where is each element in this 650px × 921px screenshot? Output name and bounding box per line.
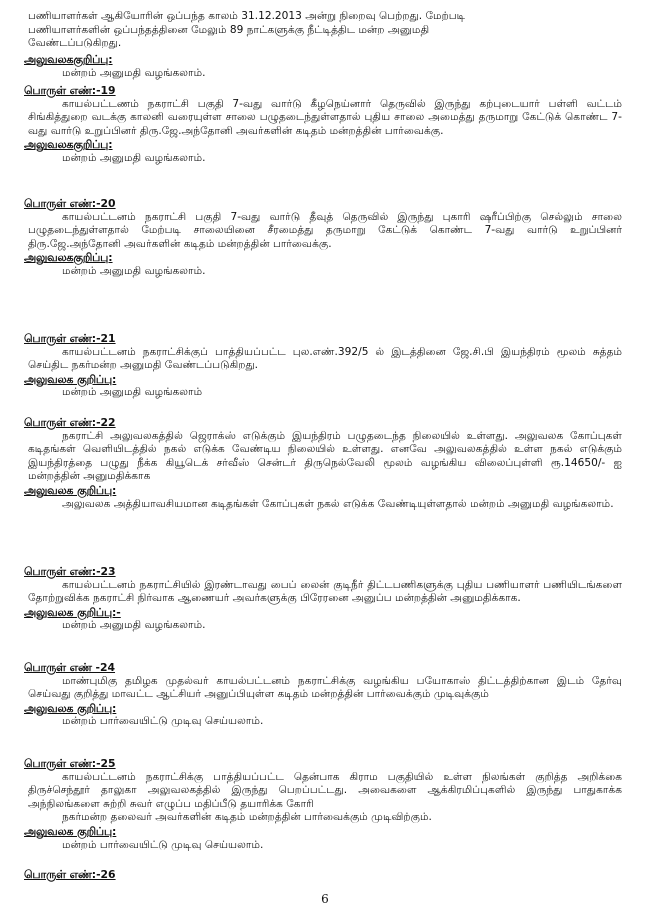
item-heading: பொருள் எண் -24 <box>24 661 116 674</box>
item-body: காயல்பட்டனம் நகராட்சிக்கு பாத்தியப்பட்ட தென்பாக கிராம பகுதியில் உள்ள நிலங்கள் குறித்த அறிக்கை திருச்செந்தூர் தாலுகா அலுவலகத்தில் இருந்து பெறப்பட்டது. அவைகளை ஆக்கிரமிப்புகளில் இருந்து பாதுகாக்க அந்நிலங்களை சுற்றி சுவர் எழுப்ப மதிப்பீடு தயாரிக்க கோரி <box>28 770 622 810</box>
office-note-label: அலுவலககுறிப்பு: <box>24 251 113 265</box>
office-note-label: அலுவலக குறிப்பு: <box>24 824 117 838</box>
agenda-item-22 <box>0 416 650 511</box>
item-heading: பொருள் எண்:-26 <box>24 868 116 881</box>
agenda-item-19 <box>0 84 650 166</box>
item-body: காயல்பட்டணம் நகராட்சி பகுதி 7-வது வார்டு கீழநெய்னார் தெருவில் இருந்து கற்புடையார் பள்ளி வட்டம் சிங்கித்துறை வடக்கு காலனி வரையுள்ள சாலை பழுதடைந்துள்ளதால் புதிய சாலை அமைத்து தருமாறு கேட்டுக் கொண்ட 7-வது வார்டு உறுப்பினர் திரு.ஜே.அந்தோனி அவர்களின் கடிதம் மன்றத்தின் பார்வைக்கு. <box>28 97 623 137</box>
office-note-text: மன்றம் அனுமதி வழங்கலாம். <box>62 151 206 164</box>
office-note-label: அலுவலககுறிப்பு: <box>24 138 113 152</box>
agenda-item-23 <box>0 565 650 633</box>
intro-line: பணியாளர்கள் ஆகியோரின் ஒப்பந்த காலம் 31.12.2013 அன்று நிறைவு பெற்றது. மேற்படி <box>28 10 466 22</box>
item-body: நகராட்சி அலுவலகத்தில் ஜெராக்ஸ் எடுக்கும் இயந்திரம் பழுதடைந்த நிலையில் உள்ளது. அலுவலக கோப்புகள் கடிதங்கள் வெளியிடத்தில் நகல் எடுக்க வேண்டிய நிலையில் உள்ளது. எனவே அலுவலகத்தில் உள்ள நகல் எடுக்கும் இயந்திரத்தை பழுது நீக்க கியூடெக் சர்வீஸ் சென்டர் திருநெல்வேலி மூலம் வழங்கிய விலைப்புள்ளி ரூ.14650/- ஐ மன்றத்தின் அனுமதிக்காக <box>28 429 622 483</box>
intro-paragraph <box>0 10 650 51</box>
agenda-item-26 <box>0 868 650 882</box>
office-note-block <box>0 53 650 80</box>
item-body: மாண்புமிகு தமிழக முதல்வர் காயல்பட்டனம் நகராட்சிக்கு வழங்கிய பயோகாஸ் திட்டத்திற்கான இடம் தேர்வு செய்வது குறித்து மாவட்ட ஆட்சியர் அனுப்பியுள்ள கடிதம் மன்றத்தின் பார்வைக்கும் முடிவுக்கும் <box>28 674 622 701</box>
item-body-last-line: நகர்மன்ற தலைவர் அவர்களின் கடிதம் மன்றத்தின் பார்வைக்கும் முடிவிற்கும். <box>62 811 432 824</box>
agenda-item-25 <box>0 757 650 852</box>
item-heading: பொருள் எண்:-21 <box>24 332 116 345</box>
office-note-label: அலுவலக குறிப்பு:- <box>24 605 121 619</box>
item-heading: பொருள் எண்:-23 <box>24 565 116 578</box>
item-body: காயல்பட்டனம் நகராட்சி பகுதி 7-வது வார்டு தீவுத் தெருவில் இருந்து புகாரி ஷரீப்பிற்கு செல்லும் சாலை பழுதடைந்துள்ளதால் மேற்படி சாலையினை சீரமைத்து தருமாறு கேட்டுக் கொண்ட 7-வது வார்டு உறுப்பினர் திரு.ஜே.அந்தோனி அவர்களின் கடிதம் மன்றத்தின் பார்வைக்கு. <box>28 210 622 250</box>
office-note-text: மன்றம் பார்வையிட்டு முடிவு செய்யலாம். <box>62 838 264 851</box>
agenda-item-20 <box>0 197 650 279</box>
office-note-text: மன்றம் அனுமதி வழங்கலாம். <box>62 619 206 632</box>
office-note-text: மன்றம் அனுமதி வழங்கலாம். <box>62 66 206 79</box>
item-heading: பொருள் எண்:-19 <box>24 84 116 97</box>
page-number: 6 <box>321 892 329 906</box>
office-note-label: அலுவலககுறிப்பு: <box>24 53 113 66</box>
office-note-label: அலுவலக குறிப்பு: <box>24 483 117 497</box>
office-note-text: மன்றம் அனுமதி வழங்கலாம் <box>62 386 203 399</box>
office-note-text: மன்றம் பார்வையிட்டு முடிவு செய்யலாம். <box>62 715 264 728</box>
item-heading: பொருள் எண்:-25 <box>24 757 116 770</box>
item-heading: பொருள் எண்:-22 <box>24 416 116 429</box>
agenda-item-24 <box>0 661 650 729</box>
item-body: காயல்பட்டனம் நகராட்சியில் இரண்டாவது பைப் லைன் குடிநீர் திட்டபணிகளுக்கு புதிய பணியாளர் பணியிடங்களை தோற்றுவிக்க நகராட்சி நிர்வாக ஆணையர் அவர்களுக்கு பிரேரனை அனுப்ப மன்றத்தின் அனுமதிக்காக. <box>28 578 622 605</box>
item-body: காயல்பட்டனம் நகராட்சிக்குப் பாத்தியப்பட்ட புல.எண்.392/5 ல் இடத்தினை ஜே.சி.பி இயந்திரம் மூலம் சுத்தம் செய்திட நகர்மன்ற அனுமதி வேண்டப்படுகிறது. <box>28 345 622 372</box>
agenda-item-21 <box>0 332 650 400</box>
office-note-text: அலுவலக அத்தியாவசியமான கடிதங்கள் கோப்புகள் நகல் எடுக்க வேண்டியுள்ளதால் மன்றம் அனுமதி வழங்கலாம். <box>62 497 614 510</box>
office-note-label: அலுவலக குறிப்பு: <box>24 701 117 715</box>
office-note-text: மன்றம் அனுமதி வழங்கலாம். <box>62 264 206 277</box>
intro-line: பணியாளர்களின் ஒப்பந்தத்தினை மேலும் 89 நாட்களுக்கு நீட்டித்திட மன்ற அனுமதி <box>28 23 430 36</box>
item-heading: பொருள் எண்:-20 <box>24 197 116 210</box>
office-note-label: அலுவலக குறிப்பு: <box>24 372 117 386</box>
intro-line: வேண்டப்படுகிறது. <box>28 37 122 50</box>
